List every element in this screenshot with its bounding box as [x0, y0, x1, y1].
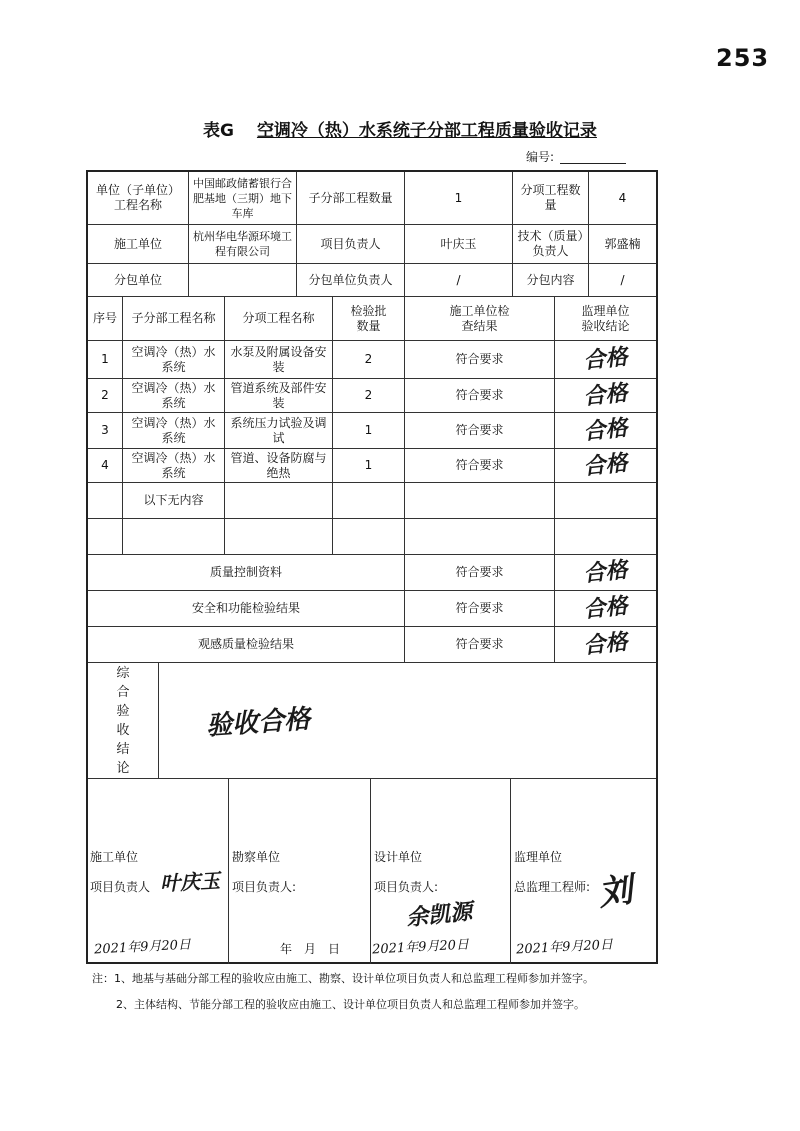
row-2-result: 符合要求 [455, 388, 504, 402]
row-4-conclusion: 合格 [582, 449, 629, 481]
no-more-content: 以下无内容 [143, 493, 204, 507]
row-2-conclusion: 合格 [582, 379, 629, 411]
tech-manager-label: 技术（质量）负责人 [517, 229, 584, 258]
overall-conclusion-signature: 验收合格 [205, 704, 312, 742]
subcontract-content-label: 分包内容 [526, 272, 575, 287]
row-3-result: 符合要求 [455, 423, 504, 437]
sign-design-role: 项目负责人: [374, 880, 439, 894]
sign-design-unit: 设计单位 [374, 850, 423, 864]
row-1-result: 符合要求 [455, 352, 504, 366]
subsection-count-value: 1 [454, 190, 463, 205]
row-2-seq: 2 [101, 388, 109, 402]
row-4-subsection: 空调冷（热）水系统 [131, 450, 216, 480]
acceptance-table [86, 170, 658, 964]
sign-supervision-signature: 刘 [595, 869, 636, 915]
tech-manager-value: 郭盛楠 [604, 236, 641, 251]
row-3-item: 系统压力试验及调试 [230, 415, 327, 445]
sign-survey-role: 项目负责人: [232, 880, 297, 894]
row-3-batch: 1 [364, 423, 373, 437]
sign-supervision-role: 总监理工程师: [514, 880, 591, 894]
col-supervisor-result: 监理单位验收结论 [581, 303, 630, 333]
sign-design-signature: 余凯源 [404, 898, 474, 932]
sign-contractor-role: 项目负责人 [90, 880, 151, 894]
row-2-batch: 2 [364, 388, 373, 402]
col-item: 分项工程名称 [242, 311, 315, 325]
row-1-item: 水泵及附属设备安装 [230, 344, 327, 374]
row-1-conclusion: 合格 [582, 343, 629, 375]
doc-number-label: 编号: [526, 150, 555, 164]
sign-supervision-date: 2021年9月20日 [515, 937, 614, 958]
row-1-seq: 1 [101, 352, 109, 366]
unit-name-label: 单位（子单位）工程名称 [95, 183, 180, 212]
subcontractor-manager-label: 分包单位负责人 [308, 272, 393, 287]
quality-docs-conclusion: 合格 [582, 556, 629, 588]
sign-contractor-signature: 叶庆玉 [159, 868, 221, 896]
sign-contractor-unit: 施工单位 [90, 850, 139, 864]
sign-contractor-date: 2021年9月20日 [93, 937, 192, 958]
row-3-conclusion: 合格 [582, 414, 629, 446]
sign-supervision-unit: 监理单位 [514, 850, 563, 864]
row-1-subsection: 空调冷（热）水系统 [131, 344, 216, 374]
contractor-label: 施工单位 [113, 236, 162, 251]
item-count-label: 分项工程数量 [520, 183, 581, 212]
sign-design-date: 2021年9月20日 [371, 937, 470, 958]
sign-survey-date: 年 月 日 [280, 942, 341, 956]
form-title-main: 空调冷（热）水系统子分部工程质量验收记录 [256, 121, 597, 141]
safety-function-result: 符合要求 [455, 601, 504, 615]
row-4-result: 符合要求 [455, 458, 504, 472]
doc-number-blank [560, 163, 626, 164]
item-count-value: 4 [618, 190, 627, 205]
safety-function-label: 安全和功能检验结果 [191, 601, 300, 615]
row-2-subsection: 空调冷（热）水系统 [131, 380, 216, 410]
overall-conclusion-label: 综合验收结论 [116, 665, 130, 776]
form-title [0, 116, 800, 141]
subcontract-content-value: / [620, 272, 625, 287]
col-seq: 序号 [92, 311, 117, 325]
footnote-2: 2、主体结构、节能分部工程的验收应由施工、设计单位项目负责人和总监理工程师参加并签字。 [116, 998, 585, 1011]
col-contractor-result: 施工单位检查结果 [449, 303, 510, 333]
row-2-item: 管道系统及部件安装 [230, 380, 327, 410]
row-4-batch: 1 [364, 458, 373, 472]
subcontractor-label: 分包单位 [113, 272, 162, 287]
sign-survey-unit: 勘察单位 [232, 850, 281, 864]
row-4-item: 管道、设备防腐与绝热 [230, 450, 327, 480]
row-3-subsection: 空调冷（热）水系统 [131, 415, 216, 445]
col-subsection: 子分部工程名称 [131, 311, 216, 325]
row-1-batch: 2 [364, 352, 373, 366]
row-3-seq: 3 [101, 423, 109, 437]
appearance-result: 符合要求 [455, 637, 504, 651]
unit-name-value: 中国邮政储蓄银行合肥基地（三期）地下车库 [193, 176, 292, 220]
appearance-label: 观感质量检验结果 [197, 637, 294, 651]
appearance-conclusion: 合格 [582, 628, 629, 660]
row-4-seq: 4 [101, 458, 109, 472]
form-title-prefix: 表G [203, 121, 235, 141]
col-batch: 检验批数量 [350, 303, 387, 333]
project-manager-value: 叶庆玉 [440, 236, 477, 251]
safety-function-conclusion: 合格 [582, 592, 629, 624]
footnote-1: 注：1、地基与基础分部工程的验收应由施工、勘察、设计单位项目负责人和总监理工程师参加并签字。 [92, 972, 594, 985]
quality-docs-label: 质量控制资料 [209, 565, 282, 579]
subcontractor-value [189, 264, 296, 296]
page-number: 253 [716, 44, 770, 72]
subsection-count-label: 子分部工程数量 [308, 190, 393, 205]
quality-docs-result: 符合要求 [455, 565, 504, 579]
contractor-value: 杭州华电华源环境工程有限公司 [193, 230, 292, 258]
subcontractor-manager-value: / [456, 272, 461, 287]
project-manager-label: 项目负责人 [320, 236, 381, 251]
